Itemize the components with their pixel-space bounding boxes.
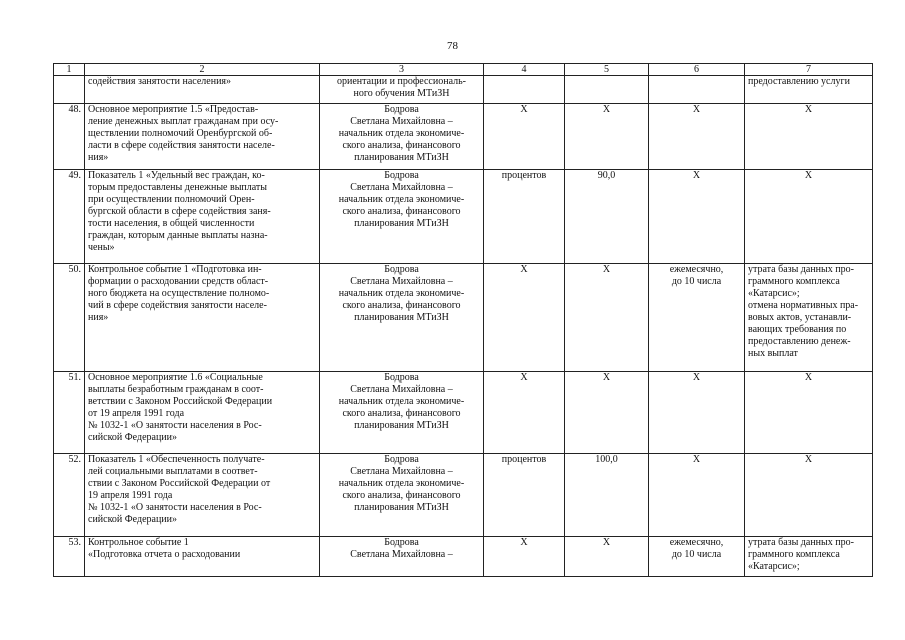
measure-name: содействия занятости населения» <box>85 76 320 104</box>
responsible-person: Бодрова Светлана Михайловна – начальник отдела экономиче- ского анализа, финансового планирования МТиЗН <box>320 170 484 264</box>
column-header: 6 <box>649 64 745 76</box>
unit-cell: Х <box>484 264 565 372</box>
table-row <box>54 76 873 104</box>
risk-cell: Х <box>745 372 873 454</box>
table-row <box>54 454 873 537</box>
responsible-person: ориентации и профессиональ- ного обучения МТиЗН <box>320 76 484 104</box>
row-number: 48. <box>54 104 85 170</box>
risk-cell: предоставлению услуги <box>745 76 873 104</box>
row-number: 52. <box>54 454 85 537</box>
column-number-row <box>54 64 873 76</box>
row-number <box>54 76 85 104</box>
row-number: 49. <box>54 170 85 264</box>
measure-name: Показатель 1 «Удельный вес граждан, ко- торым предоставлены денежные выплаты при осуществлении полномочий Орен- бургской области в сфере содействия заня- тости населения, в общей численности граждан, которым данные выплаты назна- чены» <box>85 170 320 264</box>
column-header: 4 <box>484 64 565 76</box>
measure-name: Показатель 1 «Обеспеченность получате- лей социальными выплатами в соответ- ствии с Законом Российской Федерации от 19 апреля 1991 года № 1032-1 «О занятости населения в Рос- сийской Федерации» <box>85 454 320 537</box>
unit-cell: процентов <box>484 170 565 264</box>
period-cell: ежемесячно, до 10 числа <box>649 537 745 577</box>
row-number: 53. <box>54 537 85 577</box>
risk-cell: Х <box>745 454 873 537</box>
unit-cell: Х <box>484 104 565 170</box>
value-cell: Х <box>565 537 649 577</box>
period-cell: Х <box>649 104 745 170</box>
value-cell: 90,0 <box>565 170 649 264</box>
page-number: 78 <box>447 40 458 52</box>
table-row <box>54 537 873 577</box>
period-cell: Х <box>649 454 745 537</box>
responsible-person: Бодрова Светлана Михайловна – начальник отдела экономиче- ского анализа, финансового планирования МТиЗН <box>320 264 484 372</box>
unit-cell: процентов <box>484 454 565 537</box>
value-cell <box>565 76 649 104</box>
column-header: 2 <box>85 64 320 76</box>
period-cell: ежемесячно, до 10 числа <box>649 264 745 372</box>
row-number: 50. <box>54 264 85 372</box>
measure-name: Основное мероприятие 1.5 «Предостав- ление денежных выплат гражданам при осу- ществлении полномочий Оренбургской об- ласти в сфере содействия занятости населе- ния» <box>85 104 320 170</box>
value-cell: Х <box>565 264 649 372</box>
risk-cell: Х <box>745 104 873 170</box>
table-row <box>54 104 873 170</box>
period-cell <box>649 76 745 104</box>
value-cell: 100,0 <box>565 454 649 537</box>
column-header: 1 <box>54 64 85 76</box>
table-row <box>54 170 873 264</box>
value-cell: Х <box>565 104 649 170</box>
table-row <box>54 264 873 372</box>
column-header: 3 <box>320 64 484 76</box>
period-cell: Х <box>649 372 745 454</box>
risk-cell: Х <box>745 170 873 264</box>
measure-name: Контрольное событие 1 «Подготовка отчета о расходовании <box>85 537 320 577</box>
unit-cell: Х <box>484 372 565 454</box>
unit-cell: Х <box>484 537 565 577</box>
implementation-plan-table <box>53 63 873 577</box>
risk-cell: утрата базы данных про- граммного комплекса «Катарсис»; <box>745 537 873 577</box>
period-cell: Х <box>649 170 745 264</box>
measure-name: Контрольное событие 1 «Подготовка ин- формации о расходовании средств област- ного бюджета на осуществление полномо- чий в сфере содействия занятости населе- ния» <box>85 264 320 372</box>
column-header: 5 <box>565 64 649 76</box>
responsible-person: Бодрова Светлана Михайловна – начальник отдела экономиче- ского анализа, финансового планирования МТиЗН <box>320 372 484 454</box>
column-header: 7 <box>745 64 873 76</box>
unit-cell <box>484 76 565 104</box>
row-number: 51. <box>54 372 85 454</box>
measure-name: Основное мероприятие 1.6 «Социальные выплаты безработным гражданам в соот- ветствии с Законом Российской Федерации от 19 апреля 1991 года № 1032-1 «О занятости населения в Рос- сийской Федерации» <box>85 372 320 454</box>
responsible-person: Бодрова Светлана Михайловна – начальник отдела экономиче- ского анализа, финансового планирования МТиЗН <box>320 104 484 170</box>
responsible-person: Бодрова Светлана Михайловна – <box>320 537 484 577</box>
risk-cell: утрата базы данных про- граммного комплекса «Катарсис»; отмена нормативных пра- вовых актов, устанавли- вающих требования по предоставлению денеж- ных выплат <box>745 264 873 372</box>
table-row <box>54 372 873 454</box>
responsible-person: Бодрова Светлана Михайловна – начальник отдела экономиче- ского анализа, финансового планирования МТиЗН <box>320 454 484 537</box>
value-cell: Х <box>565 372 649 454</box>
